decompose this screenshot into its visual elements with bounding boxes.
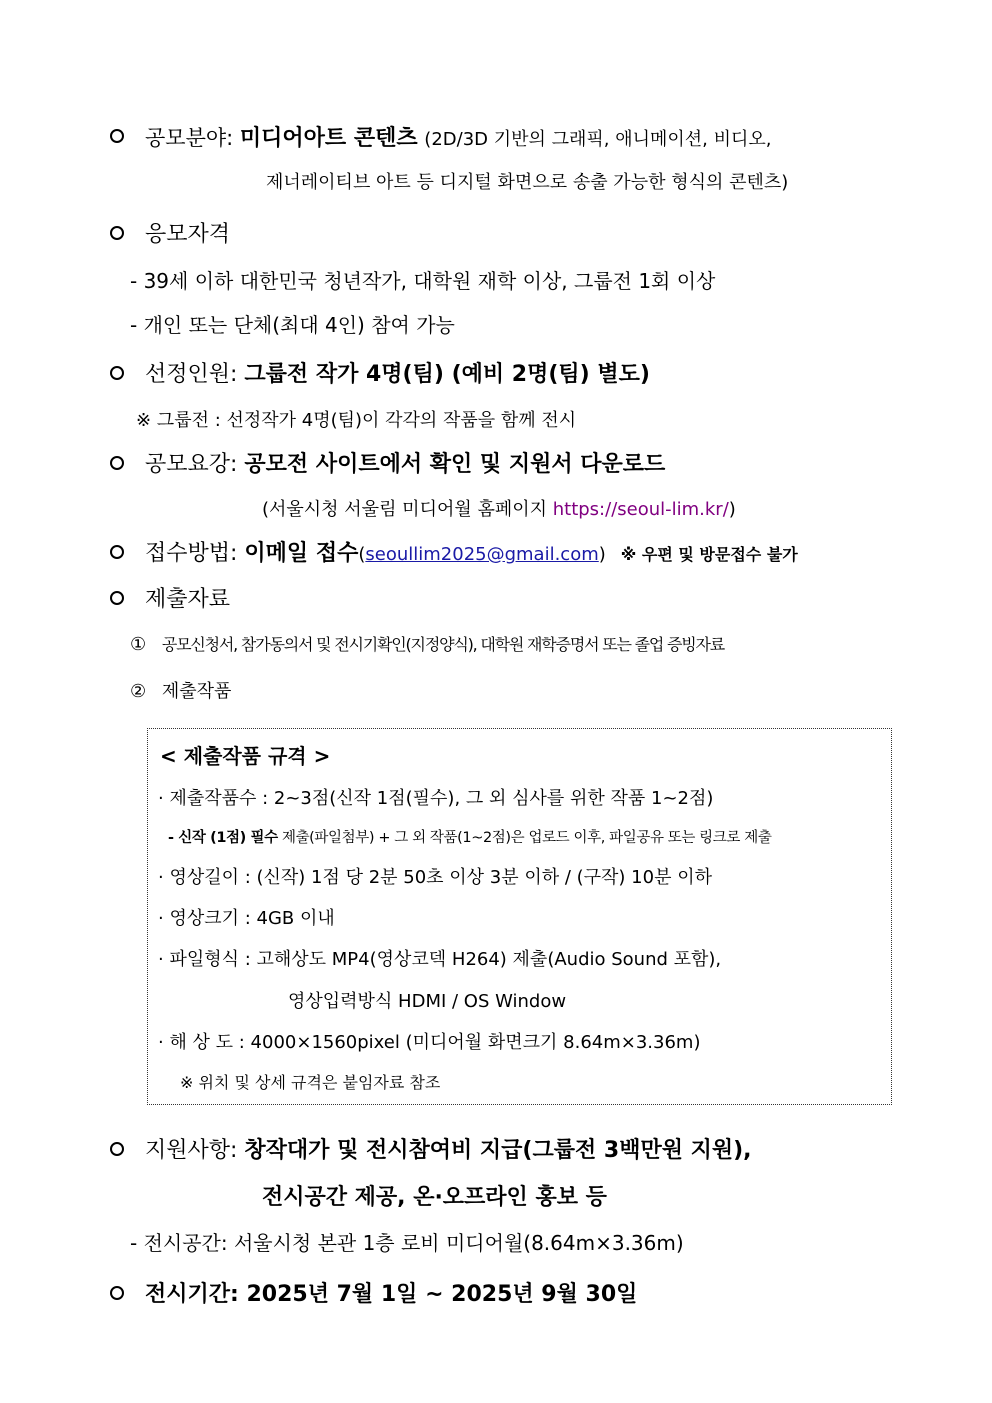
spec-count-note-bold: - 신작 (1점) 필수 — [168, 830, 278, 846]
spec-count-note-rest: 제출(파일첨부) + 그 외 작품(1~2점)은 업로드 이후, 파일공유 또는 링크로 제출 — [277, 830, 772, 846]
spec-length: · 영상길이 : (신작) 1점 당 2분 50초 이상 3분 이하 / (구작) 10분 이하 — [158, 867, 712, 888]
field-line — [145, 121, 772, 152]
field-value: 미디어아트 콘텐츠 — [239, 126, 418, 151]
materials-item-1-text: 공모신청서, 참가동의서 및 전시기확인(지정양식), 대학원 재학증명서 또는 졸업 증빙자료 — [161, 635, 725, 654]
field-detail-2: 제너레이티브 아트 등 디지털 화면으로 송출 가능한 형식의 콘텐츠) — [266, 172, 789, 193]
guide-sub-suffix: ) — [728, 499, 736, 520]
field-detail-1: (2D/3D 기반의 그래픽, 애니메이션, 비디오, — [424, 129, 772, 150]
email-link[interactable]: seoullim2025@gmail.com — [365, 544, 599, 565]
guide-line — [145, 447, 665, 478]
guide-sub — [262, 495, 736, 521]
support-line — [145, 1133, 752, 1164]
support-space: - 전시공간: 서울시청 본관 1층 로비 미디어월(8.64m×3.36m) — [130, 1231, 684, 1255]
email-close: ) — [598, 544, 606, 565]
spec-count: · 제출작품수 : 2~3점(신작 1점(필수), 그 외 심사를 위한 작품 1~2점) — [158, 788, 714, 809]
homepage-link[interactable]: https://seoul-lim.kr/ — [552, 499, 729, 520]
guide-value: 공모전 사이트에서 확인 및 지원서 다운로드 — [244, 452, 666, 477]
materials-item-2-text: 제출작품 — [161, 681, 232, 702]
field-label: 공모분야: — [145, 126, 234, 150]
spec-format-2: 영상입력방식 HDMI / OS Window — [288, 991, 567, 1012]
submission-note: ※ 우편 및 방문접수 불가 — [620, 545, 798, 564]
materials-label: 제출자료 — [145, 587, 231, 612]
bullet-icon — [110, 456, 124, 470]
eligibility-item-1: - 39세 이하 대한민국 청년작가, 대학원 재학 이상, 그룹전 1회 이상 — [130, 269, 716, 293]
selection-note: ※ 그룹전 : 선정작가 4명(팀)이 각각의 작품을 함께 전시 — [136, 410, 577, 431]
selection-label: 선정인원: — [145, 362, 238, 387]
materials-item-2 — [130, 677, 231, 703]
submission-line — [145, 536, 798, 567]
bullet-icon — [110, 226, 124, 240]
item-number: ① — [130, 634, 147, 655]
spec-format-1: · 파일형식 : 고해상도 MP4(영상코덱 H264) 제출(Audio Sound 포함), — [158, 949, 722, 970]
item-number: ② — [130, 681, 147, 702]
eligibility-label: 응모자격 — [145, 222, 231, 247]
materials-item-1 — [130, 632, 724, 655]
bullet-icon — [110, 545, 124, 559]
support-label: 지원사항: — [145, 1138, 238, 1163]
guide-sub-prefix: (서울시청 서울림 미디어월 홈페이지 — [262, 499, 553, 520]
spec-resolution: · 해 상 도 : 4000×1560pixel (미디어월 화면크기 8.64m×3.36m) — [158, 1032, 701, 1053]
bullet-icon — [110, 129, 124, 143]
period-value: 2025년 7월 1일 ~ 2025년 9월 30일 — [246, 1282, 638, 1307]
selection-value: 그룹전 작가 4명(팀) (예비 2명(팀) 별도) — [244, 362, 650, 387]
bullet-icon — [110, 1286, 124, 1300]
bullet-icon — [110, 1142, 124, 1156]
support-value-2: 전시공간 제공, 온·오프라인 홍보 등 — [262, 1185, 607, 1210]
period-label: 전시기간: — [145, 1282, 239, 1307]
bullet-icon — [110, 366, 124, 380]
bullet-icon — [110, 591, 124, 605]
spec-count-note — [168, 826, 771, 847]
eligibility-item-2: - 개인 또는 단체(최대 4인) 참여 가능 — [130, 313, 455, 337]
selection-line — [145, 357, 650, 388]
spec-note: ※ 위치 및 상세 규격은 붙임자료 참조 — [180, 1073, 441, 1092]
guide-label: 공모요강: — [145, 452, 238, 477]
email-open: ( — [358, 544, 366, 565]
support-value-1: 창작대가 및 전시참여비 지급(그룹전 3백만원 지원), — [244, 1138, 752, 1163]
spec-size: · 영상크기 : 4GB 이내 — [158, 908, 335, 929]
submission-value: 이메일 접수 — [244, 541, 359, 566]
submission-label: 접수방법: — [145, 541, 238, 566]
period-line — [145, 1277, 637, 1308]
spec-title: < 제출작품 규격 > — [160, 744, 331, 768]
